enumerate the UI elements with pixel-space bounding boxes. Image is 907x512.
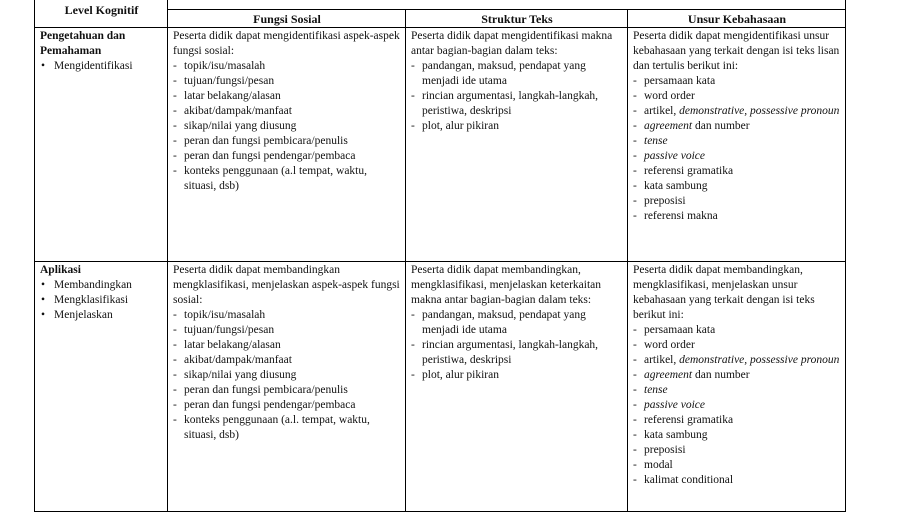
- list-item: - topik/isu/masalah: [173, 59, 401, 74]
- list-item: - rincian argumentasi, langkah-langkah, peristiwa, deskripsi: [411, 338, 623, 368]
- list-item: - plot, alur pikiran: [411, 119, 623, 134]
- list-item: - kalimat conditional: [633, 473, 841, 488]
- level-title: Aplikasi: [40, 264, 81, 276]
- list-item: - latar belakang/alasan: [173, 89, 401, 104]
- list-item: - modal: [633, 458, 841, 473]
- table-row: [35, 262, 846, 512]
- list-item: - kata sambung: [633, 428, 841, 443]
- list-item: - peran dan fungsi pembicara/penulis: [173, 134, 401, 149]
- fungsi-intro: Peserta didik dapat membandingkan mengklasifikasi, menjelaskan aspek-aspek fungsi sosial:: [173, 264, 400, 306]
- list-item: - referensi gramatika: [633, 413, 841, 428]
- fungsi-list: [173, 59, 401, 194]
- kisi-kisi-table: [34, 0, 846, 512]
- list-item: - tujuan/fungsi/pesan: [173, 323, 401, 338]
- list-item: - referensi gramatika: [633, 164, 841, 179]
- level-cell: [35, 262, 168, 512]
- fungsi-cell: [168, 262, 406, 512]
- list-item: - agreement dan number: [633, 368, 841, 383]
- list-item: - topik/isu/masalah: [173, 308, 401, 323]
- unsur-cell: [628, 28, 846, 262]
- list-item: - preposisi: [633, 194, 841, 209]
- list-item: - preposisi: [633, 443, 841, 458]
- unsur-cell: [628, 262, 846, 512]
- list-item: - konteks penggunaan (a.l. tempat, waktu, situasi, dsb): [173, 413, 401, 443]
- fungsi-intro: Peserta didik dapat mengidentifikasi aspek-aspek fungsi sosial:: [173, 30, 400, 57]
- list-item: - passive voice: [633, 149, 841, 164]
- level-bullet: • Mengklasifikasi: [40, 293, 163, 308]
- list-item: - tense: [633, 383, 841, 398]
- level-cell: [35, 28, 168, 262]
- struktur-intro: Peserta didik dapat membandingkan, mengklasifikasi, menjelaskan keterkaitan makna antar bagian-bagian dalam teks:: [411, 264, 602, 306]
- struktur-intro: Peserta didik dapat mengidentifikasi makna antar bagian-bagian dalam teks:: [411, 30, 613, 57]
- list-item: - passive voice: [633, 398, 841, 413]
- header-level-kognitif: Level Kognitif: [35, 0, 168, 28]
- level-bullets: [40, 59, 163, 74]
- list-item: - plot, alur pikiran: [411, 368, 623, 383]
- unsur-intro: Peserta didik dapat mengidentifikasi unsur kebahasaan yang terkait dengan isi teks lisan dan tertulis berikut ini:: [633, 30, 840, 72]
- level-bullet: • Menjelaskan: [40, 308, 163, 323]
- list-item: - persamaan kata: [633, 323, 841, 338]
- struktur-list: [411, 308, 623, 383]
- list-item: - pandangan, maksud, pendapat yang menjadi ide utama: [411, 59, 623, 89]
- struktur-cell: [406, 262, 628, 512]
- list-item: - sikap/nilai yang diusung: [173, 119, 401, 134]
- fungsi-list: [173, 308, 401, 443]
- level-bullet: • Membandingkan: [40, 278, 163, 293]
- list-item: - peran dan fungsi pendengar/pembaca: [173, 398, 401, 413]
- list-item: - referensi makna: [633, 209, 841, 224]
- list-item: - agreement dan number: [633, 119, 841, 134]
- header-fungsi-sosial: Fungsi Sosial: [168, 10, 406, 28]
- list-item: - artikel, demonstrative, possessive pronoun: [633, 104, 841, 119]
- list-item: - word order: [633, 89, 841, 104]
- struktur-cell: [406, 28, 628, 262]
- list-item: - tense: [633, 134, 841, 149]
- list-item: - peran dan fungsi pembicara/penulis: [173, 383, 401, 398]
- fungsi-cell: [168, 28, 406, 262]
- list-item: - akibat/dampak/manfaat: [173, 353, 401, 368]
- struktur-list: [411, 59, 623, 134]
- list-item: - akibat/dampak/manfaat: [173, 104, 401, 119]
- level-bullet: • Mengidentifikasi: [40, 59, 163, 74]
- list-item: - kata sambung: [633, 179, 841, 194]
- header-struktur-teks: Struktur Teks: [406, 10, 628, 28]
- level-bullets: [40, 278, 163, 323]
- list-item: - artikel, demonstrative, possessive pronoun: [633, 353, 841, 368]
- list-item: - peran dan fungsi pendengar/pembaca: [173, 149, 401, 164]
- list-item: - word order: [633, 338, 841, 353]
- unsur-list: [633, 323, 841, 488]
- list-item: - tujuan/fungsi/pesan: [173, 74, 401, 89]
- unsur-intro: Peserta didik dapat membandingkan, mengklasifikasi, menjelaskan unsur kebahasaan yang terkait dengan isi teks berikut ini:: [633, 264, 815, 321]
- header-group: [168, 0, 846, 10]
- list-item: - sikap/nilai yang diusung: [173, 368, 401, 383]
- level-title: Pengetahuan dan Pemahaman: [40, 30, 126, 57]
- table-row: [35, 28, 846, 262]
- list-item: - pandangan, maksud, pendapat yang menjadi ide utama: [411, 308, 623, 338]
- list-item: - persamaan kata: [633, 74, 841, 89]
- list-item: - konteks penggunaan (a.l tempat, waktu, situasi, dsb): [173, 164, 401, 194]
- list-item: - latar belakang/alasan: [173, 338, 401, 353]
- list-item: - rincian argumentasi, langkah-langkah, peristiwa, deskripsi: [411, 89, 623, 119]
- header-unsur-kebahasaan: Unsur Kebahasaan: [628, 10, 846, 28]
- unsur-list: [633, 74, 841, 224]
